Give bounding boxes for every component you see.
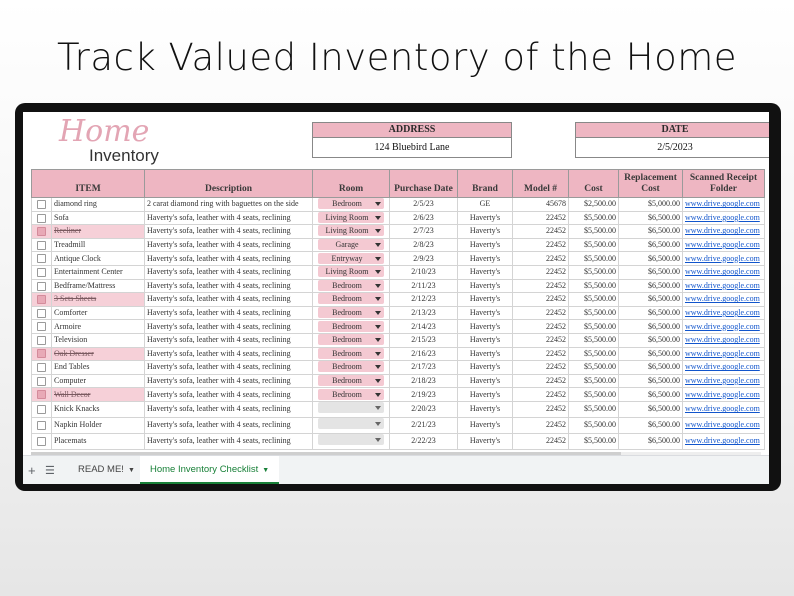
cost-cell[interactable]: $5,500.00 — [569, 252, 619, 266]
table-row — [32, 417, 765, 433]
date-value[interactable]: 2/5/2023 — [575, 138, 769, 158]
col-header-brand[interactable]: Brand — [458, 170, 513, 198]
cost-cell[interactable]: $5,500.00 — [569, 388, 619, 402]
address-value[interactable]: 124 Bluebird Lane — [312, 138, 512, 158]
room-value: Living Room — [325, 267, 369, 277]
sheet-tab-bar — [23, 455, 769, 484]
room-dropdown[interactable] — [318, 198, 384, 209]
tab-read-me[interactable] — [78, 456, 135, 484]
room-dropdown[interactable] — [318, 334, 384, 345]
dropdown-arrow-icon — [375, 365, 381, 369]
brand-cell[interactable]: Haverty's — [458, 361, 513, 375]
room-value: Living Room — [325, 212, 369, 222]
table-row — [32, 225, 765, 239]
replacement-cost-cell[interactable]: $6,500.00 — [619, 433, 683, 449]
purchase-date-cell[interactable]: 2/11/23 — [390, 279, 458, 293]
room-value: Bedroom — [332, 280, 362, 290]
description-cell[interactable]: Haverty's sofa, leather with 4 seats, reclining — [145, 433, 313, 449]
room-value: Bedroom — [332, 362, 362, 372]
room-cell[interactable] — [313, 293, 390, 307]
room-dropdown[interactable] — [318, 402, 384, 413]
receipt-link[interactable]: www.drive.google.com — [683, 198, 765, 212]
description-cell[interactable]: Haverty's sofa, leather with 4 seats, reclining — [145, 401, 313, 417]
purchase-date-cell[interactable]: 2/17/23 — [390, 361, 458, 375]
brand-cell[interactable]: Haverty's — [458, 374, 513, 388]
dropdown-arrow-icon — [375, 297, 381, 301]
description-cell[interactable]: Haverty's sofa, leather with 4 seats, reclining — [145, 320, 313, 334]
purchase-date-cell[interactable]: 2/5/23 — [390, 198, 458, 212]
dropdown-arrow-icon — [375, 379, 381, 383]
checkbox[interactable] — [37, 377, 46, 386]
room-cell[interactable] — [313, 388, 390, 402]
model-cell[interactable]: 22452 — [513, 252, 569, 266]
dropdown-arrow-icon — [375, 243, 381, 247]
receipt-link[interactable]: www.drive.google.com — [683, 225, 765, 239]
model-cell[interactable]: 22452 — [513, 401, 569, 417]
brand-cell[interactable]: Haverty's — [458, 417, 513, 433]
table-row — [32, 320, 765, 334]
item-cell[interactable]: diamond ring — [52, 198, 145, 212]
description-cell[interactable]: Haverty's sofa, leather with 4 seats, reclining — [145, 265, 313, 279]
row-checkbox-cell[interactable] — [32, 279, 52, 293]
room-cell[interactable] — [313, 361, 390, 375]
receipt-link[interactable]: www.drive.google.com — [683, 388, 765, 402]
brand-cell[interactable]: Haverty's — [458, 211, 513, 225]
col-header-receipt-folder[interactable]: Scanned Receipt Folder — [683, 170, 765, 198]
tab-active-label: Home Inventory Checklist — [150, 464, 259, 475]
row-checkbox-cell[interactable] — [32, 333, 52, 347]
checkbox[interactable] — [37, 282, 46, 291]
item-cell[interactable]: Sofa — [52, 211, 145, 225]
cost-cell[interactable]: $5,500.00 — [569, 361, 619, 375]
room-cell[interactable] — [313, 306, 390, 320]
model-cell[interactable]: 22452 — [513, 279, 569, 293]
row-checkbox-cell[interactable] — [32, 361, 52, 375]
description-cell[interactable]: Haverty's sofa, leather with 4 seats, reclining — [145, 225, 313, 239]
replacement-cost-cell[interactable]: $6,500.00 — [619, 320, 683, 334]
purchase-date-cell[interactable]: 2/22/23 — [390, 433, 458, 449]
dropdown-arrow-icon — [375, 270, 381, 274]
model-cell[interactable]: 45678 — [513, 198, 569, 212]
brand-cell[interactable]: Haverty's — [458, 347, 513, 361]
table-body — [32, 198, 765, 450]
row-checkbox-cell[interactable] — [32, 306, 52, 320]
row-checkbox-cell[interactable] — [32, 265, 52, 279]
cost-cell[interactable]: $2,500.00 — [569, 198, 619, 212]
item-cell[interactable]: Treadmill — [52, 238, 145, 252]
room-cell[interactable] — [313, 333, 390, 347]
purchase-date-cell[interactable]: 2/20/23 — [390, 401, 458, 417]
receipt-link[interactable]: www.drive.google.com — [683, 374, 765, 388]
cost-cell[interactable]: $5,500.00 — [569, 374, 619, 388]
item-cell[interactable]: Television — [52, 333, 145, 347]
room-value: Bedroom — [332, 376, 362, 386]
hamburger-icon[interactable]: ☰ — [45, 465, 55, 477]
col-header-purchase-date[interactable]: Purchase Date — [390, 170, 458, 198]
row-checkbox-cell[interactable] — [32, 374, 52, 388]
replacement-cost-cell[interactable]: $6,500.00 — [619, 347, 683, 361]
checkbox[interactable] — [37, 241, 46, 250]
row-checkbox-cell[interactable] — [32, 388, 52, 402]
checkbox[interactable] — [37, 437, 46, 446]
room-cell[interactable] — [313, 279, 390, 293]
room-dropdown[interactable] — [318, 389, 384, 400]
dropdown-arrow-icon — [375, 229, 381, 233]
purchase-date-cell[interactable]: 2/16/23 — [390, 347, 458, 361]
checkbox[interactable] — [37, 214, 46, 223]
cost-cell[interactable]: $5,500.00 — [569, 279, 619, 293]
replacement-cost-cell[interactable]: $6,500.00 — [619, 388, 683, 402]
model-cell[interactable]: 22452 — [513, 225, 569, 239]
description-cell[interactable]: Haverty's sofa, leather with 4 seats, reclining — [145, 252, 313, 266]
item-cell[interactable]: Computer — [52, 374, 145, 388]
row-checkbox-cell[interactable] — [32, 433, 52, 449]
description-cell[interactable]: Haverty's sofa, leather with 4 seats, reclining — [145, 293, 313, 307]
checkbox[interactable] — [37, 295, 46, 304]
room-value: Living Room — [325, 226, 369, 236]
purchase-date-cell[interactable]: 2/12/23 — [390, 293, 458, 307]
model-cell[interactable]: 22452 — [513, 238, 569, 252]
col-header-cost[interactable]: Cost — [569, 170, 619, 198]
room-cell[interactable] — [313, 320, 390, 334]
room-dropdown[interactable] — [318, 280, 384, 291]
description-cell[interactable]: Haverty's sofa, leather with 4 seats, reclining — [145, 347, 313, 361]
cost-cell[interactable]: $5,500.00 — [569, 306, 619, 320]
room-cell[interactable] — [313, 238, 390, 252]
purchase-date-cell[interactable]: 2/19/23 — [390, 388, 458, 402]
logo-script-home: Home — [59, 114, 150, 149]
chevron-down-icon[interactable]: ▼ — [127, 467, 135, 474]
item-cell[interactable]: 3 Sets Sheets — [52, 293, 145, 307]
room-value: Bedroom — [332, 348, 362, 358]
room-dropdown[interactable] — [318, 361, 384, 372]
room-value: Bedroom — [332, 321, 362, 331]
cost-cell[interactable]: $5,500.00 — [569, 401, 619, 417]
receipt-link[interactable]: www.drive.google.com — [683, 433, 765, 449]
row-checkbox-cell[interactable] — [32, 225, 52, 239]
purchase-date-cell[interactable]: 2/18/23 — [390, 374, 458, 388]
table-row — [32, 333, 765, 347]
replacement-cost-cell[interactable]: $6,500.00 — [619, 238, 683, 252]
table-row — [32, 433, 765, 449]
description-cell[interactable]: Haverty's sofa, leather with 4 seats, reclining — [145, 388, 313, 402]
purchase-date-cell[interactable]: 2/14/23 — [390, 320, 458, 334]
room-dropdown[interactable] — [318, 293, 384, 304]
replacement-cost-cell[interactable]: $6,500.00 — [619, 306, 683, 320]
row-checkbox-cell[interactable] — [32, 320, 52, 334]
room-dropdown[interactable] — [318, 212, 384, 223]
description-cell[interactable]: Haverty's sofa, leather with 4 seats, reclining — [145, 361, 313, 375]
table-row — [32, 279, 765, 293]
dropdown-arrow-icon — [375, 202, 381, 206]
item-cell[interactable]: Comforter — [52, 306, 145, 320]
checkbox[interactable] — [37, 322, 46, 331]
item-cell[interactable]: Entertainment Center — [52, 265, 145, 279]
row-checkbox-cell[interactable] — [32, 347, 52, 361]
model-cell[interactable]: 22452 — [513, 211, 569, 225]
replacement-cost-cell[interactable]: $6,500.00 — [619, 252, 683, 266]
description-cell[interactable]: Haverty's sofa, leather with 4 seats, reclining — [145, 279, 313, 293]
table-row — [32, 252, 765, 266]
plus-icon[interactable]: + — [28, 463, 36, 478]
model-cell[interactable]: 22452 — [513, 417, 569, 433]
description-cell[interactable]: 2 carat diamond ring with baguettes on the side — [145, 198, 313, 212]
model-cell[interactable]: 22452 — [513, 306, 569, 320]
row-checkbox-cell[interactable] — [32, 211, 52, 225]
cost-cell[interactable]: $5,500.00 — [569, 238, 619, 252]
room-cell[interactable] — [313, 401, 390, 417]
checkbox[interactable] — [37, 200, 46, 209]
model-cell[interactable]: 22452 — [513, 347, 569, 361]
model-cell[interactable]: 22452 — [513, 320, 569, 334]
description-cell[interactable]: Haverty's sofa, leather with 4 seats, reclining — [145, 211, 313, 225]
brand-cell[interactable]: Haverty's — [458, 333, 513, 347]
dropdown-arrow-icon — [375, 352, 381, 356]
table-row — [32, 306, 765, 320]
receipt-link[interactable]: www.drive.google.com — [683, 320, 765, 334]
room-cell[interactable] — [313, 198, 390, 212]
receipt-link[interactable]: www.drive.google.com — [683, 306, 765, 320]
room-value: Bedroom — [332, 199, 362, 209]
cost-cell[interactable]: $5,500.00 — [569, 211, 619, 225]
checkbox[interactable] — [37, 254, 46, 263]
model-cell[interactable]: 22452 — [513, 333, 569, 347]
tab-home-inventory-checklist[interactable] — [140, 456, 279, 484]
row-checkbox-cell[interactable] — [32, 293, 52, 307]
purchase-date-cell[interactable]: 2/8/23 — [390, 238, 458, 252]
room-value: Bedroom — [332, 308, 362, 318]
col-header-replacement-cost[interactable]: Replacement Cost — [619, 170, 683, 198]
item-cell[interactable]: Knick Knacks — [52, 401, 145, 417]
row-checkbox-cell[interactable] — [32, 198, 52, 212]
brand-cell[interactable]: Haverty's — [458, 293, 513, 307]
purchase-date-cell[interactable]: 2/6/23 — [390, 211, 458, 225]
replacement-cost-cell[interactable]: $6,500.00 — [619, 225, 683, 239]
purchase-date-cell[interactable]: 2/10/23 — [390, 265, 458, 279]
cost-cell[interactable]: $5,500.00 — [569, 225, 619, 239]
room-cell[interactable] — [313, 211, 390, 225]
description-cell[interactable]: Haverty's sofa, leather with 4 seats, reclining — [145, 417, 313, 433]
replacement-cost-cell[interactable]: $6,500.00 — [619, 417, 683, 433]
table-row — [32, 198, 765, 212]
inventory-table — [31, 169, 765, 450]
checkbox[interactable] — [37, 390, 46, 399]
spreadsheet-screen — [23, 112, 769, 484]
item-cell[interactable]: Wall Decor — [52, 388, 145, 402]
dropdown-arrow-icon — [375, 325, 381, 329]
cost-cell[interactable]: $5,500.00 — [569, 265, 619, 279]
room-cell[interactable] — [313, 433, 390, 449]
cost-cell[interactable]: $5,500.00 — [569, 433, 619, 449]
cost-cell[interactable]: $5,500.00 — [569, 320, 619, 334]
room-cell[interactable] — [313, 265, 390, 279]
checkbox[interactable] — [37, 268, 46, 277]
brand-cell[interactable]: Haverty's — [458, 238, 513, 252]
receipt-link[interactable]: www.drive.google.com — [683, 265, 765, 279]
room-value: Bedroom — [332, 389, 362, 399]
brand-cell[interactable]: Haverty's — [458, 388, 513, 402]
receipt-link[interactable]: www.drive.google.com — [683, 417, 765, 433]
table-row — [32, 361, 765, 375]
address-label: ADDRESS — [312, 122, 512, 138]
col-header-model[interactable]: Model # — [513, 170, 569, 198]
room-cell[interactable] — [313, 417, 390, 433]
purchase-date-cell[interactable]: 2/9/23 — [390, 252, 458, 266]
model-cell[interactable]: 22452 — [513, 374, 569, 388]
table-row — [32, 238, 765, 252]
dropdown-arrow-icon — [375, 257, 381, 261]
date-label: DATE — [575, 122, 769, 138]
item-cell[interactable]: Bedframe/Mattress — [52, 279, 145, 293]
description-cell[interactable]: Haverty's sofa, leather with 4 seats, reclining — [145, 306, 313, 320]
dropdown-arrow-icon — [375, 338, 381, 342]
sheet-header-band — [23, 112, 769, 169]
receipt-link[interactable]: www.drive.google.com — [683, 211, 765, 225]
row-checkbox-cell[interactable] — [32, 401, 52, 417]
dropdown-arrow-icon — [375, 311, 381, 315]
cost-cell[interactable]: $5,500.00 — [569, 347, 619, 361]
room-cell[interactable] — [313, 374, 390, 388]
replacement-cost-cell[interactable]: $6,500.00 — [619, 293, 683, 307]
receipt-link[interactable]: www.drive.google.com — [683, 361, 765, 375]
table-row — [32, 265, 765, 279]
checkbox[interactable] — [37, 227, 46, 236]
brand-cell[interactable]: GE — [458, 198, 513, 212]
replacement-cost-cell[interactable]: $5,000.00 — [619, 198, 683, 212]
brand-cell[interactable]: Haverty's — [458, 306, 513, 320]
checkbox[interactable] — [37, 421, 46, 430]
room-dropdown[interactable] — [318, 434, 384, 445]
brand-cell[interactable]: Haverty's — [458, 433, 513, 449]
item-cell[interactable]: Oak Dresser — [52, 347, 145, 361]
dropdown-arrow-icon — [375, 216, 381, 220]
checkbox[interactable] — [37, 309, 46, 318]
logo-inventory: Inventory — [89, 146, 159, 165]
room-cell[interactable] — [313, 252, 390, 266]
brand-cell[interactable]: Haverty's — [458, 279, 513, 293]
replacement-cost-cell[interactable]: $6,500.00 — [619, 361, 683, 375]
replacement-cost-cell[interactable]: $6,500.00 — [619, 211, 683, 225]
item-cell[interactable]: Antique Clock — [52, 252, 145, 266]
cost-cell[interactable]: $5,500.00 — [569, 417, 619, 433]
item-cell[interactable]: Recliner — [52, 225, 145, 239]
model-cell[interactable]: 22452 — [513, 265, 569, 279]
receipt-link[interactable]: www.drive.google.com — [683, 347, 765, 361]
receipt-link[interactable]: www.drive.google.com — [683, 333, 765, 347]
item-cell[interactable]: Placemats — [52, 433, 145, 449]
checkbox[interactable] — [37, 363, 46, 372]
table-row — [32, 401, 765, 417]
replacement-cost-cell[interactable]: $6,500.00 — [619, 401, 683, 417]
table-row — [32, 374, 765, 388]
receipt-link[interactable]: www.drive.google.com — [683, 401, 765, 417]
dropdown-arrow-icon — [375, 393, 381, 397]
model-cell[interactable]: 22452 — [513, 293, 569, 307]
table-row — [32, 211, 765, 225]
room-dropdown[interactable] — [318, 253, 384, 264]
brand-cell[interactable]: Haverty's — [458, 265, 513, 279]
cost-cell[interactable]: $5,500.00 — [569, 293, 619, 307]
dropdown-arrow-icon — [375, 406, 381, 410]
chevron-down-icon[interactable]: ▼ — [262, 467, 270, 474]
description-cell[interactable]: Haverty's sofa, leather with 4 seats, reclining — [145, 374, 313, 388]
description-cell[interactable]: Haverty's sofa, leather with 4 seats, reclining — [145, 333, 313, 347]
item-cell[interactable]: Armoire — [52, 320, 145, 334]
dropdown-arrow-icon — [375, 438, 381, 442]
row-checkbox-cell[interactable] — [32, 252, 52, 266]
room-value: Bedroom — [332, 335, 362, 345]
table-row — [32, 347, 765, 361]
model-cell[interactable]: 22452 — [513, 361, 569, 375]
replacement-cost-cell[interactable]: $6,500.00 — [619, 333, 683, 347]
brand-cell[interactable]: Haverty's — [458, 320, 513, 334]
table-row — [32, 293, 765, 307]
room-cell[interactable] — [313, 347, 390, 361]
row-checkbox-cell[interactable] — [32, 238, 52, 252]
replacement-cost-cell[interactable]: $6,500.00 — [619, 279, 683, 293]
table-row — [32, 388, 765, 402]
dropdown-arrow-icon — [375, 284, 381, 288]
room-dropdown[interactable] — [318, 321, 384, 332]
col-header-item[interactable]: ITEM — [32, 170, 145, 198]
room-dropdown[interactable] — [318, 266, 384, 277]
room-value: Garage — [335, 240, 359, 250]
replacement-cost-cell[interactable]: $6,500.00 — [619, 374, 683, 388]
room-dropdown[interactable] — [318, 348, 384, 359]
brand-cell[interactable]: Haverty's — [458, 401, 513, 417]
receipt-link[interactable]: www.drive.google.com — [683, 279, 765, 293]
room-dropdown[interactable] — [318, 239, 384, 250]
room-dropdown[interactable] — [318, 225, 384, 236]
brand-cell[interactable]: Haverty's — [458, 252, 513, 266]
table-header-row — [32, 170, 765, 198]
purchase-date-cell[interactable]: 2/15/23 — [390, 333, 458, 347]
room-dropdown[interactable] — [318, 375, 384, 386]
purchase-date-cell[interactable]: 2/21/23 — [390, 417, 458, 433]
room-dropdown[interactable] — [318, 307, 384, 318]
room-value: Bedroom — [332, 294, 362, 304]
checkbox[interactable] — [37, 405, 46, 414]
room-cell[interactable] — [313, 225, 390, 239]
receipt-link[interactable]: www.drive.google.com — [683, 293, 765, 307]
room-value: Entryway — [331, 253, 363, 263]
model-cell[interactable]: 22452 — [513, 433, 569, 449]
page-headline: Track Valued Inventory of the Home — [56, 36, 738, 79]
purchase-date-cell[interactable]: 2/7/23 — [390, 225, 458, 239]
row-checkbox-cell[interactable] — [32, 417, 52, 433]
col-header-description[interactable]: Description — [145, 170, 313, 198]
dropdown-arrow-icon — [375, 422, 381, 426]
replacement-cost-cell[interactable]: $6,500.00 — [619, 265, 683, 279]
col-header-room[interactable]: Room — [313, 170, 390, 198]
tab-read-me-label: READ ME! — [78, 464, 124, 475]
checkbox[interactable] — [37, 336, 46, 345]
cost-cell[interactable]: $5,500.00 — [569, 333, 619, 347]
checkbox[interactable] — [37, 349, 46, 358]
receipt-link[interactable]: www.drive.google.com — [683, 238, 765, 252]
brand-cell[interactable]: Haverty's — [458, 225, 513, 239]
description-cell[interactable]: Haverty's sofa, leather with 4 seats, reclining — [145, 238, 313, 252]
item-cell[interactable]: Napkin Holder — [52, 417, 145, 433]
room-dropdown[interactable] — [318, 418, 384, 429]
model-cell[interactable]: 22452 — [513, 388, 569, 402]
purchase-date-cell[interactable]: 2/13/23 — [390, 306, 458, 320]
receipt-link[interactable]: www.drive.google.com — [683, 252, 765, 266]
item-cell[interactable]: End Tables — [52, 361, 145, 375]
